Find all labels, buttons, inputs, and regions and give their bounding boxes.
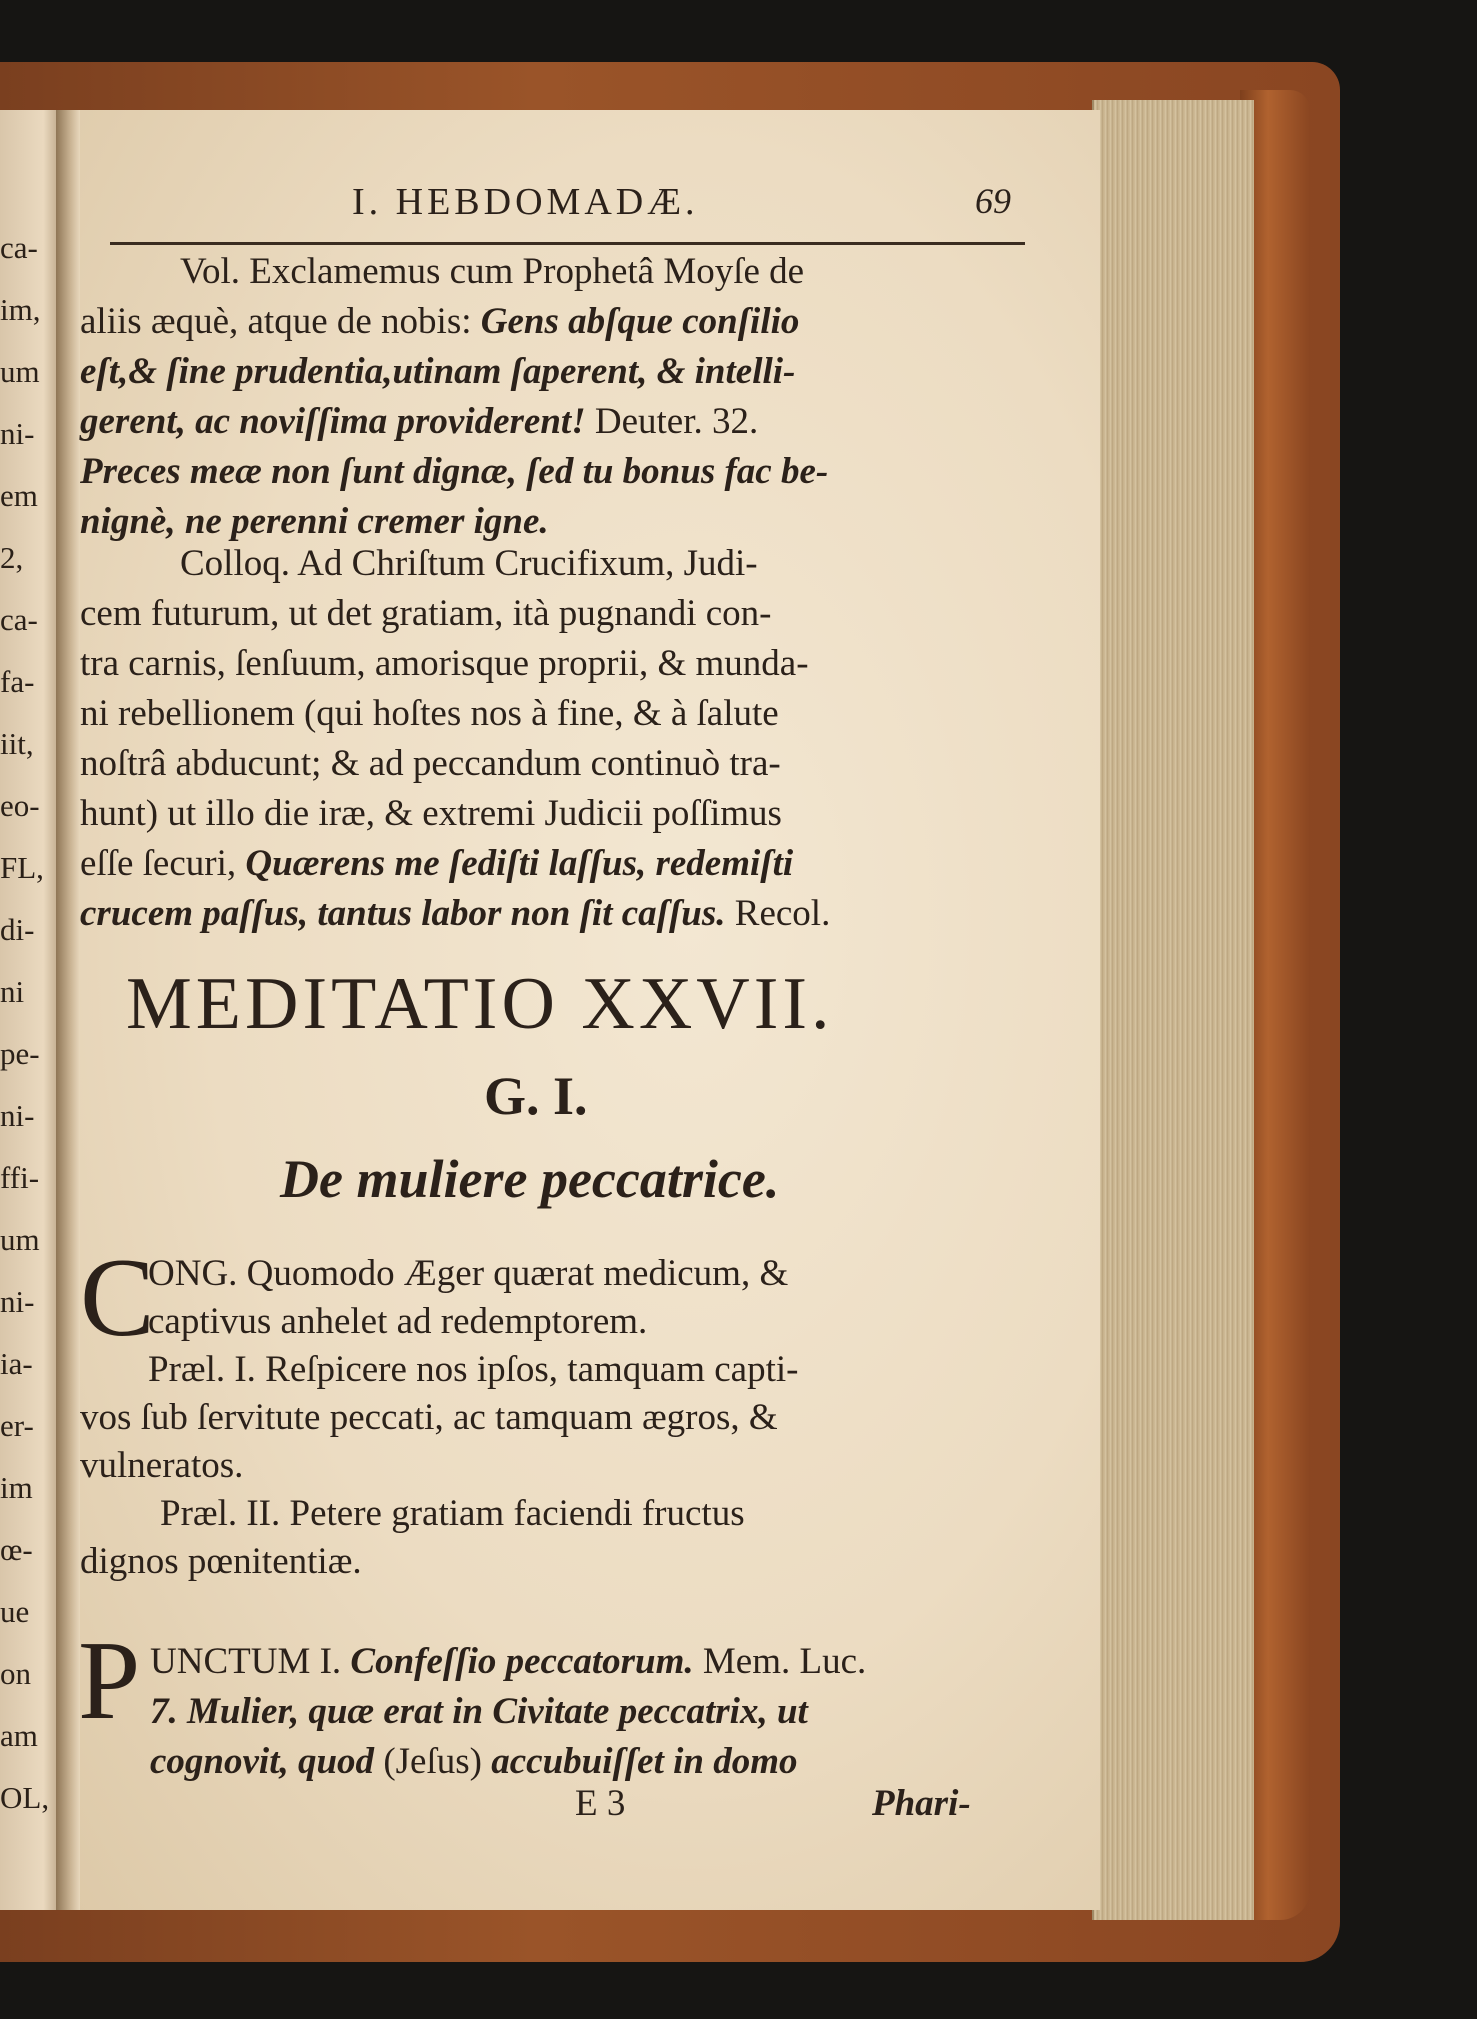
text-run: cem futurum, ut det gratiam, ità pugnandi con- [80, 593, 772, 634]
cong-line-1: ONG. Quomodo Æger quærat medicum, & [148, 1253, 789, 1294]
text-run: nignè, ne perenni cremer igne. [80, 501, 549, 542]
paragraph2-line [80, 692, 779, 735]
signature-mark: E 3 [575, 1783, 626, 1824]
left-page-fragment: ni- [0, 416, 35, 451]
drop-cap-p: P [78, 1619, 141, 1743]
section-number: G. I. [484, 1066, 588, 1126]
left-page-fragment: OL, [0, 1780, 50, 1815]
text-run: tra carnis, ſenſuum, amorisque proprii, & munda- [80, 643, 809, 684]
left-page-fragment: ffi- [0, 1160, 40, 1195]
text-run: eſſe ſecuri, [80, 843, 246, 884]
left-page-fragment: di- [0, 912, 35, 947]
text-run: ni rebellionem (qui hoſtes nos à fine, & à ſalute [80, 693, 779, 734]
left-page-fragment: iit, [0, 726, 34, 761]
text-run: cognovit, quod [150, 1741, 375, 1782]
page-number: 69 [975, 181, 1011, 221]
text-run: hunt) ut illo die iræ, & extremi Judicii poſſimus [80, 793, 782, 834]
left-page-fragment: ni- [0, 1284, 35, 1319]
text-run: Colloq. Ad Chriſtum Crucifixum, Judi- [180, 543, 758, 584]
left-page-fragment: ni [0, 974, 25, 1009]
text-run: noſtrâ abducunt; & ad peccandum continuò tra- [80, 743, 781, 784]
left-page-fragment: 2, [0, 540, 24, 575]
left-page-fragment: um [0, 354, 40, 389]
paragraph2-line [80, 592, 772, 635]
punctum-line [150, 1740, 797, 1783]
prael-2-line-2: dignos pœnitentiæ. [80, 1541, 362, 1582]
paragraph2-line [80, 742, 781, 785]
gutter [56, 110, 80, 1910]
running-title: I. HEBDOMADÆ. [352, 181, 699, 223]
prael-2-line-1: Præl. II. Petere gratiam faciendi fructus [160, 1493, 745, 1534]
prael-1-line-2: vos ſub ſervitute peccati, ac tamquam ægros, & [80, 1397, 778, 1438]
left-page-fragment: ni- [0, 1098, 35, 1133]
left-page-fragment: er- [0, 1408, 34, 1443]
left-page-fragment: ia- [0, 1346, 33, 1381]
prael-1-line-1: Præl. I. Reſpicere nos ipſos, tamquam capti- [148, 1349, 799, 1390]
left-page-fragment: im [0, 1470, 33, 1505]
left-page-fragment: ue [0, 1594, 30, 1629]
paragraph1-line [80, 500, 549, 543]
paragraph1-line [80, 350, 795, 393]
text-run: Mem. Luc. [693, 1641, 867, 1682]
left-page [0, 110, 62, 1910]
catchword: Phari- [872, 1783, 971, 1824]
text-run: UNCTUM I. [150, 1641, 351, 1682]
punctum-line [150, 1690, 808, 1733]
paragraph2-line [80, 642, 809, 685]
left-page-fragment: FL, [0, 850, 44, 885]
paragraph1-line [180, 250, 804, 293]
text-run: aliis æquè, atque de nobis: [80, 301, 481, 342]
text-run: gerent, ac noviſſima providerent! [80, 401, 595, 442]
left-page-fragment: ca- [0, 230, 38, 265]
text-run: 7. Mulier, quæ erat in Civitate peccatrix, ut [150, 1691, 808, 1732]
left-page-fragment: eo- [0, 788, 40, 823]
left-page-fragment: im, [0, 292, 41, 327]
paragraph1-line [80, 450, 828, 493]
meditation-heading: MEDITATIO XXVII. [126, 963, 834, 1045]
text-run: eſt,& ſine prudentia,utinam ſaperent, & intelli- [80, 351, 796, 392]
text-run: Confeſſio peccatorum. [350, 1641, 694, 1682]
text-run: Recol. [725, 893, 831, 934]
left-page-fragment: um [0, 1222, 40, 1257]
left-page-fragment: œ- [0, 1532, 33, 1567]
text-run: Vol. Exclamemus cum Prophetâ Moyſe de [180, 251, 805, 292]
left-page-fragment: pe- [0, 1036, 40, 1071]
text-run: Gens abſque conſilio [480, 301, 800, 342]
text-run: accubuiſſet in domo [491, 1741, 798, 1782]
left-page-fragment: em [0, 478, 38, 513]
paragraph2-line [80, 842, 793, 885]
paragraph1-line [80, 400, 758, 443]
text-run: Quærens me ſediſti laſſus, redemiſti [245, 843, 794, 884]
paragraph2-line [180, 542, 758, 585]
left-page-fragment: on [0, 1656, 31, 1691]
paragraph1-line [80, 300, 799, 343]
meditation-title: De muliere peccatrice. [280, 1149, 780, 1209]
text-run: (Jeſus) [374, 1741, 492, 1782]
header-rule [110, 242, 1025, 245]
text-run: Deuter. 32. [594, 401, 759, 442]
left-page-fragment: ca- [0, 602, 38, 637]
drop-cap-c: C [80, 1236, 155, 1360]
page-edges [1092, 100, 1254, 1920]
paragraph2-line [80, 792, 782, 835]
left-page-fragment: am [0, 1718, 38, 1753]
punctum-line [150, 1640, 866, 1683]
text-run: Preces meæ non ſunt dignæ, ſed tu bonus fac be- [80, 451, 829, 492]
text-run: crucem paſſus, tantus labor non ſit caſſus. [80, 893, 726, 934]
cong-line-2: captivus anhelet ad redemptorem. [148, 1301, 648, 1342]
left-page-fragment: fa- [0, 664, 35, 699]
prael-1-line-3: vulneratos. [80, 1445, 244, 1486]
paragraph2-line [80, 892, 830, 935]
